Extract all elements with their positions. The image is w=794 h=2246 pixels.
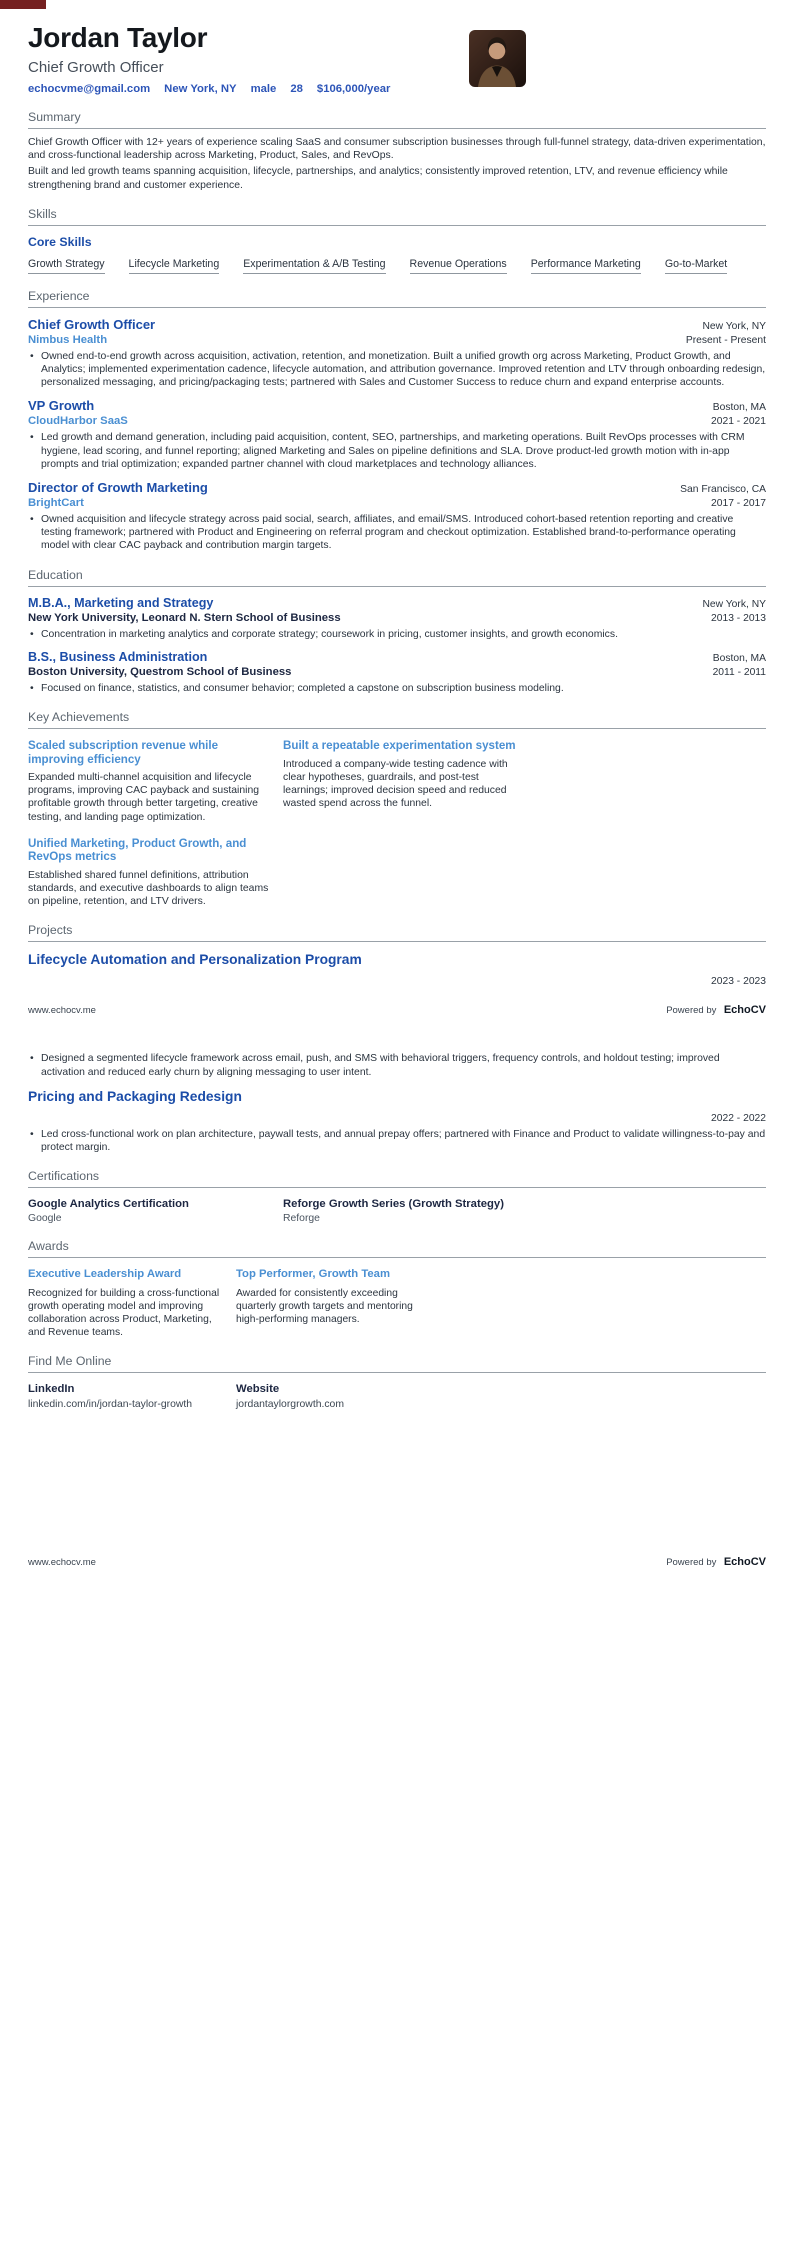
degree-title: B.S., Business Administration (28, 649, 208, 664)
education-entry (28, 650, 766, 695)
page-footer (28, 1552, 766, 1570)
top-accent-bar (0, 0, 46, 9)
powered-by-brand[interactable]: EchoCV (723, 1004, 766, 1017)
achievement-title: Unified Marketing, Product Growth, and RevOps metrics (28, 836, 247, 864)
company-name: BrightCart (28, 497, 84, 510)
contact-salary: $106,000/year (316, 83, 391, 95)
experience-entry (28, 398, 766, 471)
education-location: Boston, MA (712, 652, 766, 664)
profile-label: LinkedIn (28, 1382, 75, 1395)
skill-item: Go-to-Market (665, 258, 727, 274)
achievement-title: Built a repeatable experimentation system (283, 739, 516, 753)
profile-label: Website (236, 1382, 280, 1395)
summary-heading: Summary (28, 110, 766, 129)
section-certifications (28, 1169, 766, 1224)
certifications-heading: Certifications (28, 1169, 766, 1188)
education-dates: 2011 - 2011 (712, 666, 766, 678)
project-title: Pricing and Packaging Redesign (28, 1088, 242, 1104)
key-achievements-left-column (28, 739, 271, 908)
profile-photo-image (469, 30, 526, 87)
job-title: Chief Growth Officer (28, 316, 156, 332)
skills-heading: Skills (28, 207, 766, 226)
section-skills (28, 207, 766, 274)
project-bullet: • Led cross-functional work on plan architecture, paywall tests, and annual prepay offers; partnered with Finance and Product to validate willingness-to-pay and protect margin. (28, 1128, 766, 1154)
company-name: Nimbus Health (28, 333, 108, 346)
certifications-columns (28, 1198, 766, 1224)
company-name: CloudHarbor SaaS (28, 415, 128, 428)
profile-url[interactable]: jordantaylorgrowth.com (236, 1398, 344, 1410)
education-bullet: • Focused on finance, statistics, and consumer behavior; completed a capstone on subscription business modeling. (28, 682, 766, 695)
award-title: Top Performer, Growth Team (236, 1268, 390, 1281)
certification-issuer: Google (28, 1213, 62, 1225)
job-dates: 2021 - 2021 (711, 416, 766, 428)
projects-heading: Projects (28, 923, 766, 942)
certification-issuer: Reforge (283, 1213, 320, 1225)
profile-photo (469, 30, 526, 87)
skills-group-title: Core Skills (28, 234, 92, 249)
experience-entry (28, 317, 766, 390)
section-experience (28, 289, 766, 553)
contact-age: 28 (290, 83, 303, 95)
job-title: Director of Growth Marketing (28, 480, 208, 496)
certification-name: Google Analytics Certification (28, 1198, 189, 1211)
contact-gender: male (250, 83, 277, 95)
education-entry (28, 596, 766, 641)
certification-item (283, 1198, 526, 1224)
education-dates: 2013 - 2013 (711, 612, 766, 624)
project-dates: 2023 - 2023 (711, 976, 766, 988)
school-name: Boston University, Questrom School of Business (28, 665, 292, 678)
footer-site-link[interactable]: www.echocv.me (28, 1557, 96, 1568)
section-awards (28, 1239, 766, 1339)
section-summary (28, 110, 766, 192)
job-location: New York, NY (702, 320, 766, 332)
education-bullet: • Concentration in marketing analytics and corporate strategy; coursework in pricing, customer insights, and growth economics. (28, 628, 766, 641)
job-bullet: • Owned acquisition and lifecycle strategy across paid social, search, affiliates, and email/SMS. Introduced cohort-based retention reporting and creative testing framework; partnered with Product and Engineering on referral program and checkout optimization. Established brand-to-performance operating model with clear CAC payback and contribution margin targets. (28, 513, 766, 553)
section-projects (28, 923, 766, 1154)
job-title: VP Growth (28, 398, 95, 414)
contact-location: New York, NY (164, 83, 237, 95)
powered-by-brand[interactable]: EchoCV (723, 1556, 766, 1568)
powered-by (666, 1000, 766, 1018)
skill-list (28, 258, 766, 274)
award-body: Awarded for consistently exceeding quarterly growth targets and mentoring high-performing managers. (236, 1287, 413, 1325)
candidate-title: Chief Growth Officer (28, 59, 164, 76)
achievement-title: Scaled subscription revenue while improving efficiency (28, 739, 219, 766)
project-entry (28, 952, 766, 987)
project-entry (28, 1089, 766, 1154)
section-key-achievements (28, 710, 766, 908)
find-me-online-heading: Find Me Online (28, 1354, 766, 1373)
find-me-online-columns (28, 1383, 766, 1410)
award-item (28, 1268, 224, 1339)
project-title: Lifecycle Automation and Personalization Program (28, 952, 362, 968)
education-location: New York, NY (702, 598, 766, 610)
page-footer (28, 1000, 766, 1018)
powered-by-prefix: Powered by (666, 1005, 717, 1017)
achievement-body: Established shared funnel definitions, attribution standards, and executive dashboards to align teams on pipeline, retention, and LTV drivers. (28, 869, 269, 908)
section-education (28, 568, 766, 695)
job-bullet: • Led growth and demand generation, including paid acquisition, content, SEO, partnerships, and marketing operations. Built RevOps processes with CRM hygiene, lead scoring, and funnel reporting; aligned Marketing and Sales on pipeline definitions and SLA. Drove product-led growth motion with in-app prompts and trial optimization; expanded partner channel with cloud marketplaces and technology alliances. (28, 431, 766, 471)
summary-paragraph: Built and led growth teams spanning acquisition, lifecycle, partnerships, and analytics; consistently improved retention, LTV, and revenue efficiency while strengthening brand and customer experience. (28, 166, 728, 191)
experience-heading: Experience (28, 289, 766, 308)
contact-email[interactable]: echocvme@gmail.com (28, 83, 151, 95)
online-profile-item (236, 1383, 432, 1410)
experience-entry (28, 480, 766, 553)
achievement-body: Expanded multi-channel acquisition and lifecycle programs, improving CAC payback and sustaining profitable growth through better targeting, creative testing, and landing page optimization. (28, 772, 260, 823)
skill-item: Experimentation & A/B Testing (243, 258, 385, 274)
job-location: Boston, MA (712, 402, 766, 414)
skill-item: Performance Marketing (531, 258, 641, 274)
skill-item: Revenue Operations (410, 258, 507, 274)
header (28, 22, 766, 95)
footer-site-link[interactable]: www.echocv.me (28, 1005, 96, 1017)
education-heading: Education (28, 568, 766, 587)
project-dates: 2022 - 2022 (711, 1112, 766, 1124)
awards-columns (28, 1268, 766, 1339)
powered-by-prefix: Powered by (666, 1557, 717, 1568)
candidate-name: Jordan Taylor (28, 22, 208, 53)
job-bullet: • Owned end-to-end growth across acquisition, activation, retention, and monetization. Built a unified growth org across Marketing, Product Growth, and Analytics; implemented experimentation cadence, lifecycle automation, and attribution governance. Improved retention and LTV through onboarding redesign, personalized messaging, and pricing/packaging tests; partnered with Sales and Customer Success to reduce churn and expand enterprise accounts. (28, 350, 766, 390)
job-dates: Present - Present (685, 334, 766, 346)
skill-item: Lifecycle Marketing (129, 258, 220, 274)
profile-url[interactable]: linkedin.com/in/jordan-taylor-growth (28, 1398, 193, 1410)
certification-name: Reforge Growth Series (Growth Strategy) (283, 1198, 504, 1211)
certification-item (28, 1198, 271, 1224)
award-title: Executive Leadership Award (28, 1268, 182, 1281)
key-achievements-right-column (283, 739, 526, 810)
award-body: Recognized for building a cross-functional growth operating model and improving collaboration across Product, Marketing, and Revenue teams. (28, 1287, 220, 1338)
contact-row (28, 83, 766, 95)
online-profile-item (28, 1383, 224, 1410)
achievement-item (28, 837, 271, 909)
project-bullet: • Designed a segmented lifecycle framework across email, push, and SMS with behavioral triggers, frequency controls, and holdout testing; improved activation and reduced early churn by aligning messaging to user intent. (28, 1052, 766, 1078)
school-name: New York University, Leonard N. Stern School of Business (28, 611, 341, 624)
job-dates: 2017 - 2017 (711, 498, 766, 510)
powered-by (666, 1552, 766, 1570)
job-location: San Francisco, CA (680, 484, 766, 496)
awards-heading: Awards (28, 1239, 766, 1258)
award-item (236, 1268, 432, 1326)
achievement-item (28, 739, 271, 824)
key-achievements-heading: Key Achievements (28, 710, 766, 729)
summary-paragraph: Chief Growth Officer with 12+ years of experience scaling SaaS and consumer subscription businesses through full-funnel strategy, data-driven experimentation, and cross-functional leadership across Marketing, Product, Sales, and RevOps. (28, 137, 766, 162)
achievement-body: Introduced a company-wide testing cadence with clear hypotheses, guardrails, and post-test learnings; improved decision speed and reduced wasted spend across the funnel. (283, 758, 508, 810)
key-achievements-columns (28, 739, 766, 908)
skill-item: Growth Strategy (28, 258, 105, 274)
degree-title: M.B.A., Marketing and Strategy (28, 595, 214, 610)
achievement-item (283, 739, 526, 810)
section-find-me-online (28, 1354, 766, 1410)
